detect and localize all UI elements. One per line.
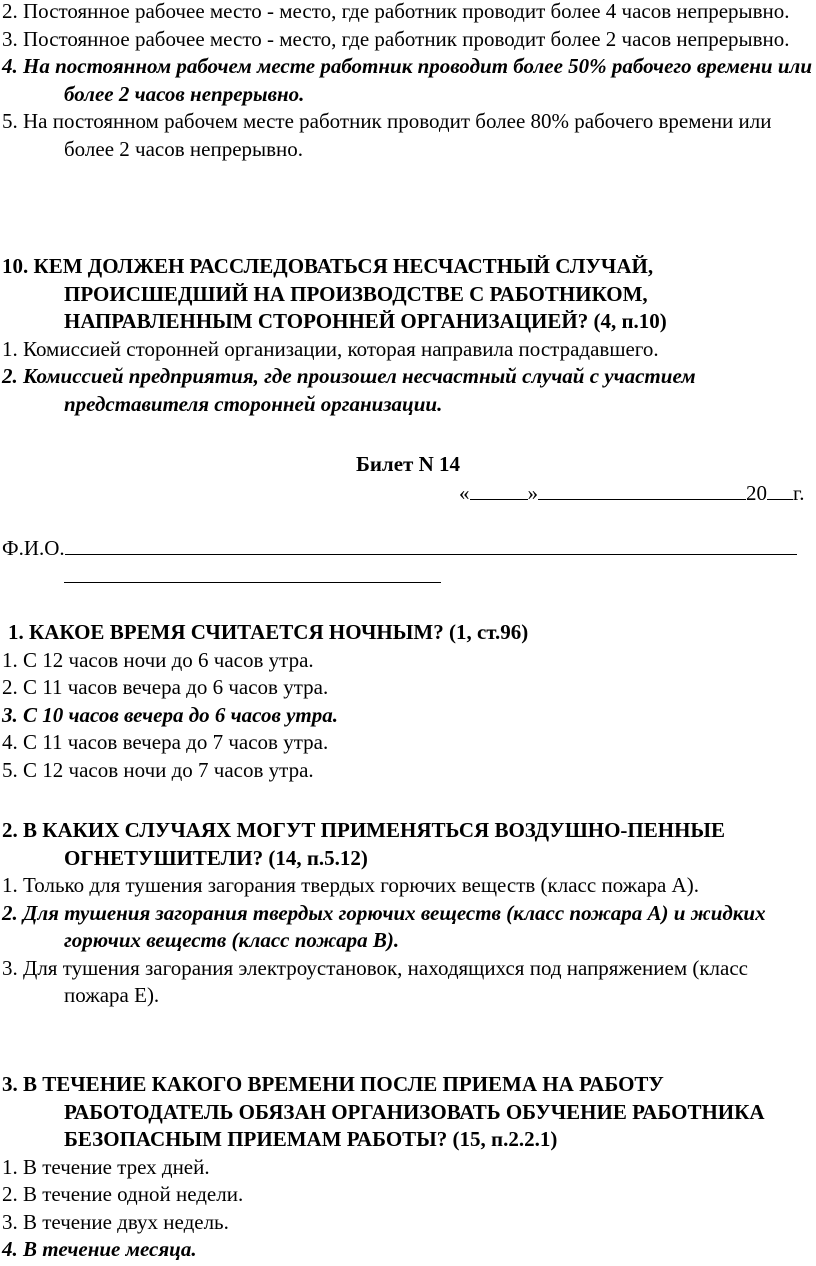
question-title: 1. КАКОЕ ВРЕМЯ СЧИТАЕТСЯ НОЧНЫМ? (1, ст.96): [8, 620, 529, 644]
question-10: [2, 253, 812, 418]
ticket-title: Билет N 14: [355, 452, 461, 476]
question-title: 10. КЕМ ДОЛЖЕН РАССЛЕДОВАТЬСЯ НЕСЧАСТНЫЙ СЛУЧАЙ, ПРОИСШЕДШИЙ НА ПРОИЗВОДСТВЕ С РАБОТНИКОМ, НАПРАВЛЕННЫМ СТОРОННЕЙ ОРГАНИЗАЦИЕЙ? (4, п.10): [2, 254, 667, 333]
date-year-blank[interactable]: [767, 479, 793, 500]
fio-blank-2[interactable]: [64, 582, 441, 583]
answer-option: 3. Постоянное рабочее место - место, где работник проводит более 2 часов непрерывно.: [2, 26, 790, 51]
answer-option-correct: 2. Для тушения загорания твердых горючих веществ (класс пожара А) и жидких горючих веществ (класс пожара В).: [2, 900, 766, 952]
answer-option-correct: 4. На постоянном рабочем месте работник проводит более 50% рабочего времени или более 2 часов непрерывно.: [2, 54, 812, 106]
answer-option: 4. С 11 часов вечера до 7 часов утра.: [2, 730, 329, 754]
date-close-quote: »: [527, 481, 538, 505]
answer-option: 1. С 12 часов ночи до 6 часов утра.: [2, 647, 314, 672]
answer-option: 3. Для тушения загорания электроустановок, находящихся под напряжением (класс пожара Е).: [2, 955, 748, 1007]
date-day-blank[interactable]: [470, 479, 528, 500]
answer-option: 2. С 11 часов вечера до 6 часов утра.: [2, 675, 329, 699]
answer-option-correct: 2. Комиссией предприятия, где произошел несчастный случай с участием представителя сторонней организации.: [2, 364, 696, 416]
answer-option: 2. Постоянное рабочее место - место, где работник проводит более 4 часов непрерывно.: [2, 0, 790, 23]
fio-line: [2, 534, 808, 563]
answer-option: 5. На постоянном рабочем месте работник проводит более 80% рабочего времени или более 2 часов непрерывно.: [2, 109, 772, 161]
answer-option: 1. Только для тушения загорания твердых горючих веществ (класс пожара А).: [2, 873, 699, 897]
date-line: [459, 479, 814, 508]
answer-option: 3. В течение двух недель.: [2, 1209, 229, 1234]
date-open-quote: «: [459, 481, 470, 505]
answer-option: 2. В течение одной недели.: [2, 1182, 244, 1206]
date-year-suffix: г.: [793, 481, 805, 505]
prev-question-options: [2, 0, 812, 163]
answer-option-correct: 4. В течение месяца.: [2, 1237, 197, 1261]
fio-label: Ф.И.О.: [2, 536, 65, 560]
question-2: [2, 817, 802, 1010]
fio-blank-1[interactable]: [65, 534, 797, 555]
answer-option: 1. В течение трех дней.: [2, 1154, 210, 1179]
answer-option: 1. Комиссией сторонней организации, которая направила пострадавшего.: [2, 336, 659, 361]
question-1: [2, 619, 812, 784]
date-month-blank[interactable]: [538, 479, 746, 500]
date-year-prefix: 20: [746, 481, 767, 505]
question-3: [2, 1071, 812, 1264]
question-title: 3. В ТЕЧЕНИЕ КАКОГО ВРЕМЕНИ ПОСЛЕ ПРИЕМА НА РАБОТУ РАБОТОДАТЕЛЬ ОБЯЗАН ОРГАНИЗОВАТЬ ОБУЧЕНИЕ РАБОТНИКА БЕЗОПАСНЫМ ПРИЕМАМ РАБОТЫ? (15, п.2.2.1): [2, 1072, 765, 1151]
answer-option: 5. С 12 часов ночи до 7 часов утра.: [2, 757, 314, 782]
answer-option-correct: 3. С 10 часов вечера до 6 часов утра.: [2, 702, 338, 727]
question-title: 2. В КАКИХ СЛУЧАЯХ МОГУТ ПРИМЕНЯТЬСЯ ВОЗДУШНО-ПЕННЫЕ ОГНЕТУШИТЕЛИ? (14, п.5.12): [2, 818, 726, 870]
